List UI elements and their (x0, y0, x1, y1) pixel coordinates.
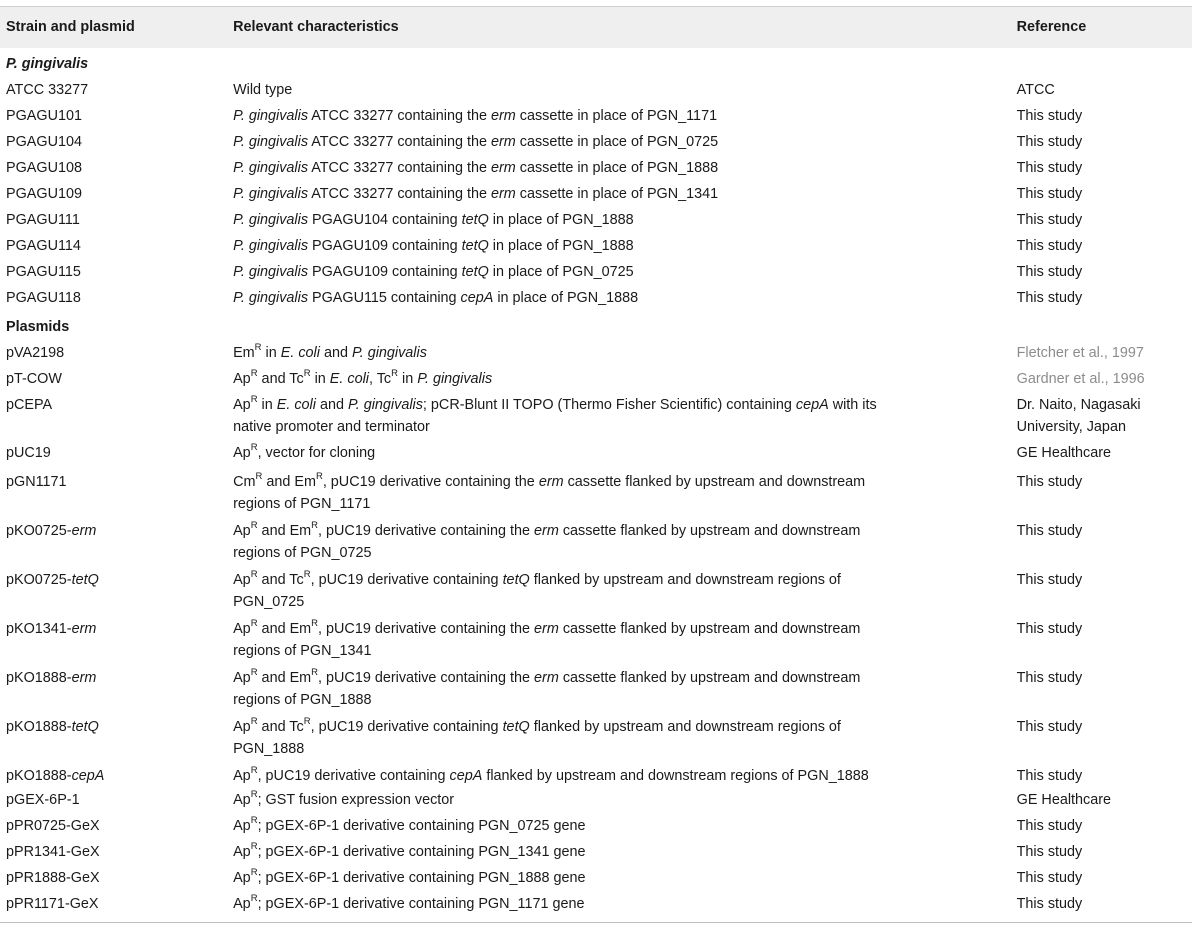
reference-cell: This study (1016, 238, 1083, 254)
characteristics-cell: $Ap^R$ and $Em^R$, pUC19 derivative containing the erm cassette flanked by upstream and downstream regions of PGN_1341 (233, 618, 861, 659)
characteristics-cell: $Ap^R$ and $Em^R$, pUC19 derivative containing the erm cassette flanked by upstream and downstream regions of PGN_1888 (233, 667, 861, 708)
reference-cell: ATCC (1016, 82, 1055, 98)
table-row (0, 865, 1192, 891)
characteristics-cell: P. gingivalis ATCC 33277 containing the erm cassette in place of PGN_0725 (233, 134, 719, 150)
characteristics-cell: P. gingivalis ATCC 33277 containing the erm cassette in place of PGN_1888 (233, 160, 719, 176)
table-row (0, 711, 1192, 760)
reference-cell: This study (1016, 212, 1083, 228)
strain-name-cell: PGAGU115 (6, 264, 81, 280)
strain-name-cell: pKO0725-tetQ (6, 572, 99, 588)
characteristics-cell: P. gingivalis PGAGU109 containing tetQ in place of PGN_0725 (233, 264, 634, 280)
characteristics-cell: P. gingivalis PGAGU109 containing tetQ in place of PGN_1888 (233, 238, 634, 254)
table-header (0, 7, 1192, 49)
table-row (0, 839, 1192, 865)
characteristics-cell: $Ap^R$; pGEX-6P-1 derivative containing PGN_1171 gene (227, 891, 1011, 923)
strain-name-cell: pUC19 (6, 445, 51, 461)
characteristics-cell: $Ap^R$ and $Tc^R$, pUC19 derivative containing tetQ flanked by upstream and downstream regions of PGN_0725 (233, 569, 841, 610)
table-row (0, 891, 1192, 923)
table-row (0, 515, 1192, 564)
characteristics-cell: $Ap^R$ and $Em^R$, pUC19 derivative containing the erm cassette flanked by upstream and downstream regions of PGN_0725 (233, 520, 861, 561)
characteristics-cell: $Ap^R$; pGEX-6P-1 derivative containing PGN_0725 gene (233, 815, 586, 834)
reference-cell: This study (1016, 870, 1083, 886)
strain-name-cell: pPR0725-GeX (6, 818, 100, 834)
strain-name-cell: ATCC 33277 (6, 82, 89, 98)
reference-cell: GE Healthcare (1016, 792, 1112, 808)
table-row (0, 103, 1192, 129)
strain-name-cell: pKO1341-erm (6, 621, 97, 637)
table-row (0, 181, 1192, 207)
characteristics-cell: $Em^R$ in E. coli and P. gingivalis (233, 342, 427, 361)
strain-name-cell: pKO0725-erm (6, 523, 97, 539)
strain-name-cell: pGN1171 (6, 474, 67, 490)
section-row (0, 48, 1192, 77)
strain-name-cell: pKO1888-cepA (6, 768, 105, 784)
strain-name-cell: pCEPA (6, 397, 53, 413)
characteristics-cell: Wild type (233, 82, 293, 98)
table-row (0, 813, 1192, 839)
reference-cell: This study (1016, 186, 1083, 202)
section-row (0, 311, 1192, 340)
table-row (0, 233, 1192, 259)
reference-cell: This study (1016, 290, 1083, 306)
table-row (0, 613, 1192, 662)
characteristics-cell: $Ap^R$, pUC19 derivative containing cepA flanked by upstream and downstream regions of PGN_1888 (233, 765, 869, 784)
characteristics-cell: $Ap^R$ and $Tc^R$ in E. coli, $Tc^R$ in P. gingivalis (233, 368, 493, 387)
table-row (0, 787, 1192, 813)
reference-cell: This study (1016, 844, 1083, 860)
strain-name-cell: pPR1341-GeX (6, 844, 100, 860)
reference-cell: This study (1016, 134, 1083, 150)
strain-name-cell: pGEX-6P-1 (6, 792, 80, 808)
strain-name-cell: PGAGU114 (6, 238, 81, 254)
reference-cell: Dr. Naito, Nagasaki University, Japan (1016, 397, 1141, 435)
table-row (0, 366, 1192, 392)
table-row (0, 760, 1192, 787)
table-row (0, 466, 1192, 515)
reference-cell: This study (1016, 768, 1083, 784)
characteristics-cell: P. gingivalis ATCC 33277 containing the erm cassette in place of PGN_1171 (233, 108, 718, 124)
section-title-text: P. gingivalis (6, 56, 89, 72)
strain-name-cell: pPR1171-GeX (0, 891, 227, 923)
strain-name-cell: pKO1888-erm (6, 670, 97, 686)
reference-cell: This study (1016, 160, 1083, 176)
section-title: Plasmids (6, 319, 70, 335)
section-title (0, 48, 1192, 77)
characteristics-cell: $Ap^R$; GST fusion expression vector (233, 789, 455, 808)
header-reference: Reference (1011, 7, 1192, 49)
strain-name-cell: pKO1888-tetQ (6, 719, 99, 735)
reference-cell: This study (1016, 621, 1083, 637)
table-row (0, 259, 1192, 285)
strain-name-cell: pVA2198 (6, 345, 65, 361)
characteristics-cell: P. gingivalis PGAGU104 containing tetQ in place of PGN_1888 (233, 212, 634, 228)
characteristics-cell: $Ap^R$, vector for cloning (233, 442, 376, 461)
table-row (0, 564, 1192, 613)
strain-name-cell: PGAGU118 (6, 290, 81, 306)
strain-name-cell: pT-COW (6, 371, 62, 387)
reference-cell: GE Healthcare (1016, 445, 1112, 461)
table-row (0, 392, 1192, 440)
reference-cell: This study (1016, 818, 1083, 834)
table-row (0, 662, 1192, 711)
reference-cell: This study (1016, 108, 1083, 124)
strain-name-cell: PGAGU111 (6, 212, 80, 228)
reference-cell: This study (1016, 719, 1083, 735)
strain-name-cell: PGAGU104 (6, 134, 82, 150)
strain-name-cell: PGAGU101 (6, 108, 82, 124)
strain-name-cell: PGAGU108 (6, 160, 82, 176)
characteristics-cell: $Ap^R$ and $Tc^R$, pUC19 derivative containing tetQ flanked by upstream and downstream regions of PGN_1888 (233, 716, 841, 757)
header-relevant-characteristics: Relevant characteristics (227, 7, 1011, 49)
reference-cell: This study (1016, 523, 1083, 539)
strain-name-cell: PGAGU109 (6, 186, 82, 202)
characteristics-cell: $Cm^R$ and $Em^R$, pUC19 derivative containing the erm cassette flanked by upstream and downstream regions of PGN_1171 (233, 471, 866, 512)
table-row (0, 285, 1192, 311)
table-row (0, 155, 1192, 181)
table-row (0, 440, 1192, 466)
reference-cell[interactable]: Gardner et al., 1996 (1016, 371, 1145, 387)
header-row (0, 7, 1192, 49)
reference-cell: This study (1016, 670, 1083, 686)
reference-cell: This study (1011, 891, 1192, 923)
table-row (0, 340, 1192, 366)
characteristics-cell: $Ap^R$; pGEX-6P-1 derivative containing PGN_1888 gene (233, 867, 586, 886)
table-row (0, 129, 1192, 155)
reference-cell: This study (1016, 474, 1083, 490)
strain-name-cell: pPR1888-GeX (6, 870, 100, 886)
table-row (0, 207, 1192, 233)
characteristics-cell: $Ap^R$ in E. coli and P. gingivalis; pCR-Blunt II TOPO (Thermo Fisher Scientific) containing cepA with its native promoter and terminator (233, 394, 877, 435)
reference-cell[interactable]: Fletcher et al., 1997 (1016, 345, 1144, 361)
header-strain-plasmid: Strain and plasmid (0, 7, 227, 49)
reference-cell: This study (1016, 572, 1083, 588)
reference-cell: This study (1016, 264, 1083, 280)
strain-plasmid-table (0, 6, 1192, 923)
characteristics-cell: P. gingivalis PGAGU115 containing cepA in place of PGN_1888 (233, 290, 639, 306)
characteristics-cell: P. gingivalis ATCC 33277 containing the erm cassette in place of PGN_1341 (233, 186, 719, 202)
table-row (0, 77, 1192, 103)
table-body (0, 48, 1192, 923)
characteristics-cell: $Ap^R$; pGEX-6P-1 derivative containing PGN_1341 gene (233, 841, 586, 860)
